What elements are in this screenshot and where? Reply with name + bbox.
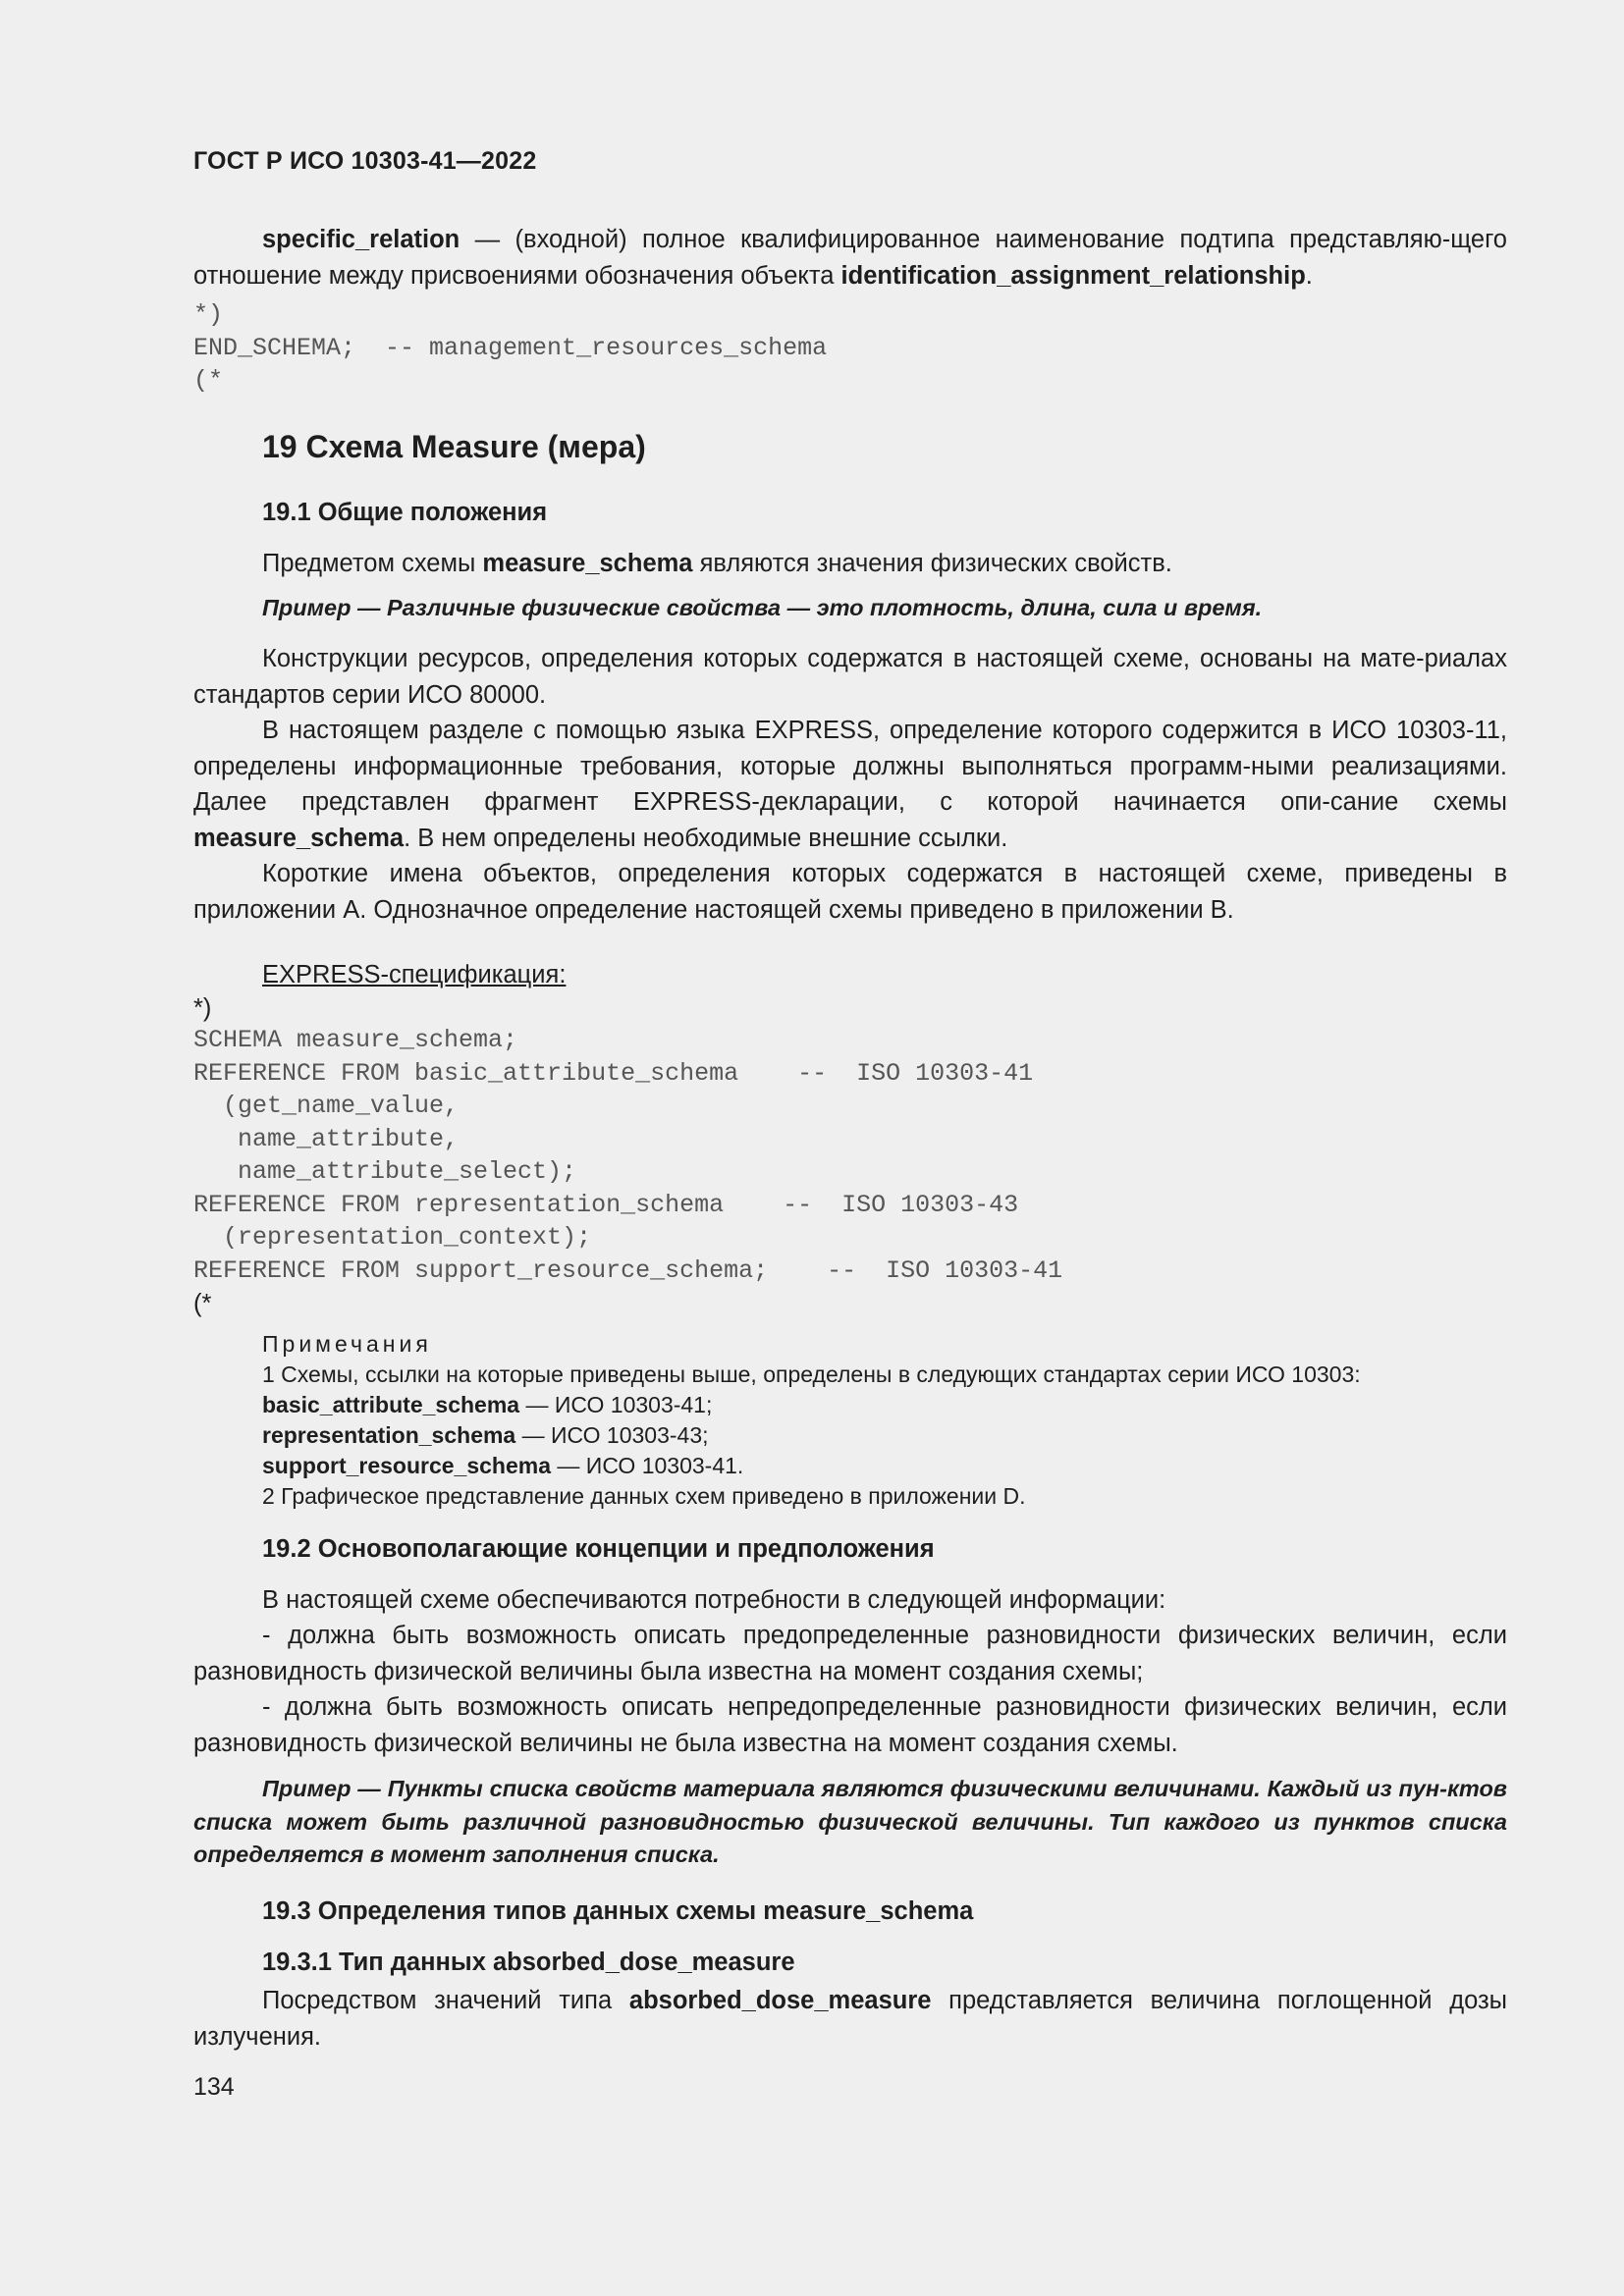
code-line: SCHEMA measure_schema; [193, 1026, 518, 1054]
example-1: Пример — Различные физические свойства — это плотность, длина, сила и время. [262, 595, 1263, 620]
section-19-1-title: 19.1 Общие положения [262, 499, 548, 526]
express-close: (* [193, 1290, 212, 1317]
paragraph-measure-schema: Предметом схемы measure_schema являются значения физических свойств. [262, 550, 1172, 577]
list-item-predefined: - должна быть возможность описать предопределенные разновидности физических величин, если разновидность физической величины была известна на момент создания схемы; [193, 1622, 1507, 1685]
code-end-schema: *) END_SCHEMA; -- management_resources_schema (* [193, 300, 828, 395]
document-header: ГОСТ Р ИСО 10303-41—2022 [193, 147, 537, 175]
section-19-title: 19 Схема Measure (мера) [262, 429, 646, 464]
notes-block [193, 1329, 1507, 1512]
note-ref-representation: representation_schema — ИСО 10303-43; [262, 1422, 709, 1448]
express-spec-label: EXPRESS-спецификация: [262, 961, 567, 988]
section-19-2-title: 19.2 Основополагающие концепции и предположения [262, 1535, 935, 1563]
notes-title: Примечания [262, 1331, 432, 1357]
section-19-3-title: 19.3 Определения типов данных схемы measure_schema [262, 1897, 974, 1925]
section-19-3-1-title: 19.3.1 Тип данных absorbed_dose_measure [262, 1949, 795, 1976]
code-line: REFERENCE FROM representation_schema -- ISO 10303-43 [193, 1190, 1019, 1219]
paragraph-express: В настоящем разделе с помощью языка EXPRESS, определение которого содержится в ИСО 10303-11, определены информационные требования, которые должны выполняться программ-ными реализациями. Далее представлен фрагмент EXPRESS-декларации, с которой начинается опи-сание схемы measure_schema. В нем определены необходимые внешние ссылки. [193, 717, 1507, 852]
code-line: (representation_context); [193, 1223, 592, 1252]
note-ref-support-resource: support_resource_schema — ИСО 10303-41. [262, 1453, 744, 1478]
list-item-non-predefined: - должна быть возможность описать непредопределенные разновидности физических величин, если разновидность физической величины не была известна на момент создания схемы. [193, 1693, 1507, 1757]
paragraph-short-names: Короткие имена объектов, определения которых содержатся в настоящей схеме, приведены в приложении А. Однозначное определение настоящей схемы приведено в приложении В. [193, 860, 1507, 924]
note-2: 2 Графическое представление данных схем приведено в приложении D. [262, 1483, 1026, 1509]
express-code-block [193, 1024, 1507, 1287]
term-identification-assignment-relationship: identification_assignment_relationship [840, 261, 1306, 290]
paragraph-needs: В настоящей схеме обеспечиваются потребности в следующей информации: [262, 1586, 1166, 1614]
note-ref-basic-attribute: basic_attribute_schema — ИСО 10303-41; [262, 1392, 713, 1417]
code-line: REFERENCE FROM basic_attribute_schema -- ISO 10303-41 [193, 1058, 1034, 1088]
code-line: name_attribute_select); [193, 1157, 577, 1186]
intro-paragraph: specific_relation — (входной) полное квалифицированное наименование подтипа представляю-щего отношение между присвоениями обозначения объекта identification_assignment_relationship. [193, 226, 1507, 290]
paragraph-absorbed-dose: Посредством значений типа absorbed_dose_measure представляется величина поглощенной дозы излучения. [193, 1987, 1507, 2051]
code-line: name_attribute, [193, 1124, 460, 1153]
code-line: REFERENCE FROM support_resource_schema; -- ISO 10303-41 [193, 1255, 1063, 1285]
express-open: *) [193, 994, 212, 1022]
paragraph-resources: Конструкции ресурсов, определения которых содержатся в настоящей схеме, основаны на мате-риалах стандартов серии ИСО 80000. [193, 645, 1507, 709]
page-number: 134 [193, 2073, 235, 2101]
example-2: Пример — Пункты списка свойств материала являются физическими величинами. Каждый из пун-ктов списка может быть различной разновидностью физической величины. Тип каждого из пунктов списка определяется в момент заполнения списка. [193, 1776, 1507, 1867]
code-line: (get_name_value, [193, 1092, 460, 1120]
term-specific-relation: specific_relation [262, 226, 460, 253]
note-1: 1 Схемы, ссылки на которые приведены выше, определены в следующих стандартах серии ИСО 10303: [262, 1362, 1361, 1387]
